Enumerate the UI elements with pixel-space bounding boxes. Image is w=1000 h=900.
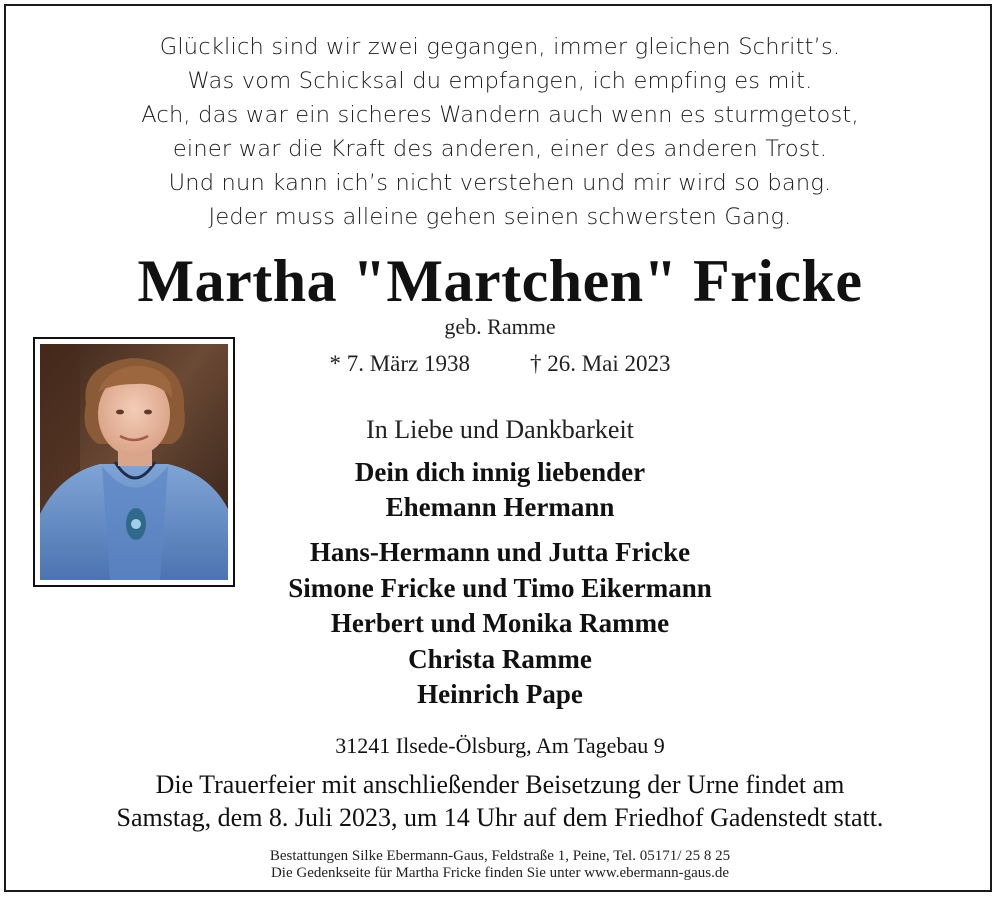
family-member: Herbert und Monika Ramme	[330, 608, 670, 638]
dedication: In Liebe und Dankbarkeit	[366, 415, 634, 444]
poem-line: Glücklich sind wir zwei gegangen, immer gleichen Schritt’s.	[159, 34, 841, 60]
service-line: Die Trauerfeier mit anschließender Beisetzung der Urne findet am	[155, 770, 845, 799]
service-line: Samstag, dem 8. Juli 2023, um 14 Uhr auf dem Friedhof Gadenstedt statt.	[116, 803, 884, 832]
poem-line: Jeder muss alleine gehen seinen schwersten Gang.	[208, 204, 792, 230]
funeral-home-line: Bestattungen Silke Ebermann-Gaus, Feldstraße 1, Peine, Tel. 05171/ 25 8 25	[269, 848, 731, 864]
spouse-block	[0, 455, 1000, 525]
address: 31241 Ilsede-Ölsburg, Am Tagebau 9	[335, 733, 665, 758]
deceased-name: Martha "Martchen" Fricke	[137, 248, 863, 314]
family-member: Heinrich Pape	[417, 679, 583, 709]
service-info	[0, 768, 1000, 834]
memorial-page-line: Die Gedenkseite für Martha Fricke finden Sie unter www.ebermann-gaus.de	[270, 865, 730, 881]
poem	[0, 30, 1000, 234]
poem-line: Ach, das war ein sicheres Wandern auch wenn es sturmgetost,	[141, 102, 859, 128]
poem-line: Was vom Schicksal du empfangen, ich empfing es mit.	[187, 68, 813, 94]
death-date: † 26. Mai 2023	[529, 351, 671, 376]
footer	[0, 848, 1000, 882]
poem-line: Und nun kann ich’s nicht verstehen und mir wird so bang.	[168, 170, 832, 196]
family-member: Simone Fricke und Timo Eikermann	[288, 572, 712, 603]
poem-line: einer war die Kraft des anderen, einer des anderen Trost.	[172, 136, 828, 162]
birth-date: * 7. März 1938	[329, 351, 470, 376]
maiden-name: geb. Ramme	[444, 314, 556, 339]
spouse-line: Ehemann Hermann	[385, 492, 615, 522]
spouse-line: Dein dich innig liebender	[354, 457, 646, 487]
family-member: Hans-Hermann und Jutta Fricke	[309, 537, 691, 567]
family-list	[0, 535, 1000, 713]
family-member: Christa Ramme	[408, 643, 592, 674]
